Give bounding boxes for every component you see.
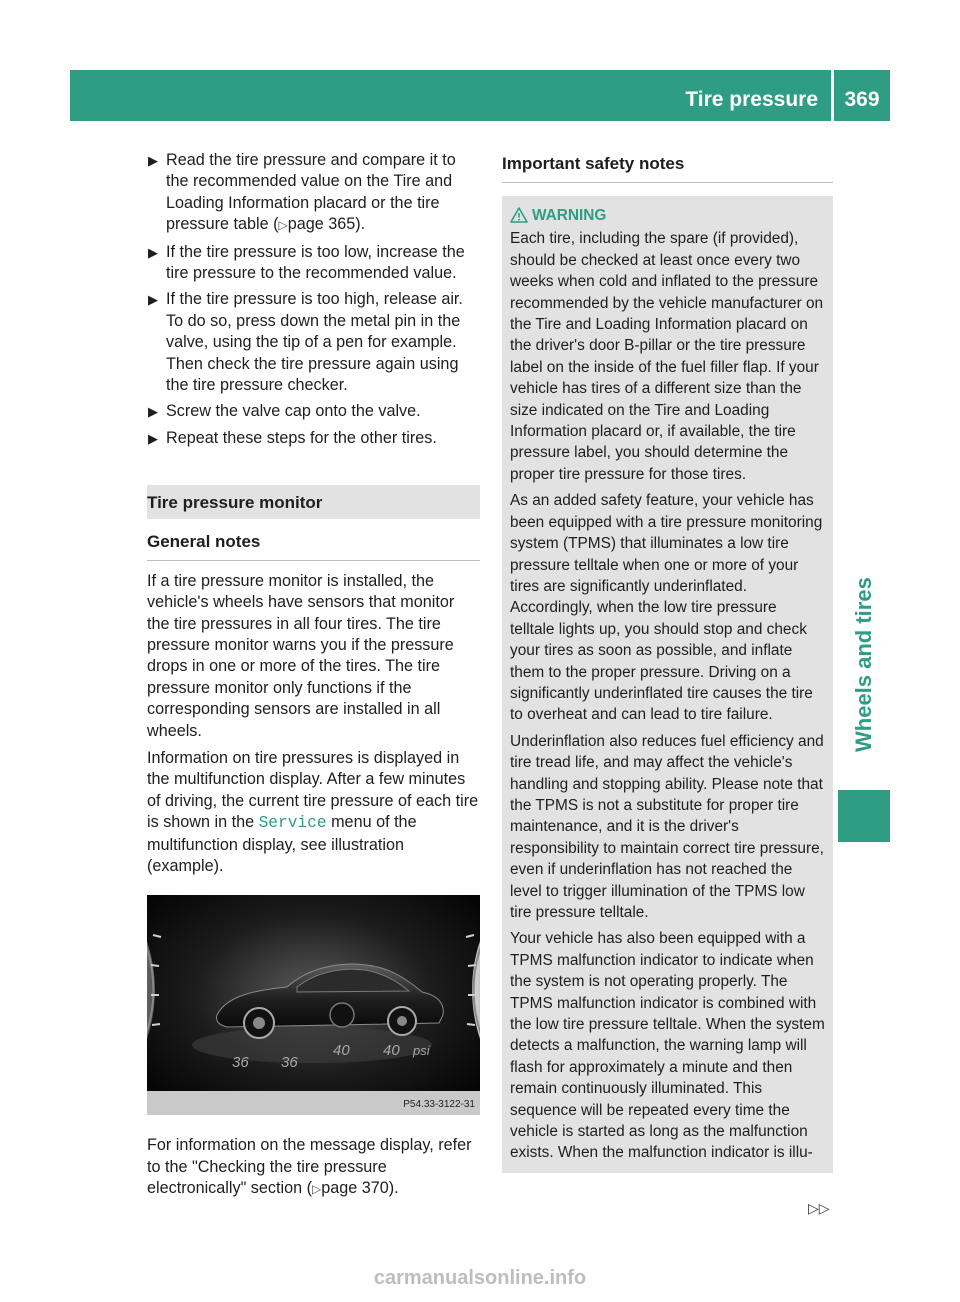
instrument-cluster-illustration xyxy=(147,895,480,1115)
header-bar xyxy=(70,70,890,121)
paragraph xyxy=(147,1135,480,1200)
warning-paragraph: Underinflation also reduces fuel efficiency and tire tread life, and may affect the vehicle's handling and stopping ability. Please note that the TPMS is not a substitute for proper tire maintenance, and it is the driver's responsibility to maintain correct tire pressure, even if underinflation has not reached the level to trigger illumination of the TPMS low tire pressure telltale. xyxy=(510,732,824,921)
warning-paragraph: Each tire, including the spare (if provided), should be checked at least once every two weeks when cold and inflated to the pressure recommended by the vehicle manufacturer on the Tire and Loading Information placard on the driver's door B-pillar or the tire pressure label on the inside of the fuel filler flap. If your vehicle has tires of a different size than the size indicated on the Tire and Loading Information placard or, if available, the tire pressure label, you should determine the proper tire pressure for those tires. xyxy=(510,230,824,483)
paragraph-text: menu of the multifunction display, see illustration (example). xyxy=(147,813,417,875)
service-menu-term: Service xyxy=(258,814,327,833)
chapter-tab-marker xyxy=(838,790,890,842)
right-column xyxy=(502,150,833,1173)
tire-pressure-front-left: 36 xyxy=(232,1054,249,1072)
page-ref-link[interactable]: page 365 xyxy=(287,215,356,234)
tire-pressure-rear-left: 36 xyxy=(281,1054,298,1072)
step-item xyxy=(147,428,480,449)
paragraph-text: Information on tire pressures is displayed in the multifunction display. After a few minutes of driving, the current tire pressure of each tire is shown in the xyxy=(147,748,479,832)
warning-box xyxy=(502,196,833,1172)
step-arrow-icon: ▶ xyxy=(148,244,158,260)
step-item xyxy=(147,150,480,237)
page-ref-link[interactable]: page 370 xyxy=(321,1179,389,1198)
page-title: Tire pressure xyxy=(685,88,818,111)
tire-pressure-rear-right: 40 xyxy=(383,1042,400,1060)
step-arrow-icon: ▶ xyxy=(148,153,158,168)
important-safety-heading: Important safety notes xyxy=(502,150,833,183)
section-title: Tire pressure monitor xyxy=(147,493,323,513)
warning-label: WARNING xyxy=(532,206,607,224)
step-item xyxy=(147,242,480,285)
warning-triangle-icon xyxy=(510,207,528,223)
paragraph-text: For information on the message display, refer to the "Checking the tire pressure electronically" section ( xyxy=(147,1136,472,1198)
step-text-end: ). xyxy=(355,215,366,234)
step-item xyxy=(147,401,480,422)
page-ref-arrow-icon: ▷ xyxy=(312,1182,322,1197)
tire-pressure-front-right: 40 xyxy=(333,1042,350,1060)
page-ref-arrow-icon: ▷ xyxy=(278,218,288,233)
subheading-general-notes: General notes xyxy=(147,531,480,560)
illustration-code: P54.33-3122-31 xyxy=(403,1099,475,1111)
step-item xyxy=(147,289,480,396)
continue-arrows-icon: ▷▷ xyxy=(808,1200,830,1216)
step-text: Screw the valve cap onto the valve. xyxy=(166,402,421,421)
left-column xyxy=(147,150,480,1201)
warning-paragraph: As an added safety feature, your vehicle has been equipped with a tire pressure monitoring system (TPMS) that illuminates a low tire pressure telltale when one or more of your tires are significantly underinflated. Accordingly, when the low tire pressure telltale lights up, you should stop and check your tires as soon as possible, and inflate them to the proper pressure. Driving on a significantly underinflated tire causes the tire to overheat and can lead to tire failure. xyxy=(510,492,823,724)
step-arrow-icon: ▶ xyxy=(148,404,158,420)
page-number: 369 xyxy=(844,88,880,111)
step-text: If the tire pressure is too low, increase the tire pressure to the recommended value. xyxy=(166,242,465,283)
tire-pressure-unit: psi xyxy=(413,1043,430,1059)
step-text: If the tire pressure is too high, release air. To do so, press down the metal pin in the valve, using the tip of a pen for example. Then check the tire pressure again using the tire pressure checker. xyxy=(166,290,463,395)
paragraph-text: ). xyxy=(388,1179,399,1198)
step-text: Repeat these steps for the other tires. xyxy=(166,428,437,447)
section-band xyxy=(147,485,480,519)
chapter-tab-label: Wheels and tires xyxy=(851,577,876,753)
step-arrow-icon: ▶ xyxy=(148,430,158,446)
watermark: carmanualsonline.info xyxy=(373,1267,587,1289)
step-text: Read the tire pressure and compare it to the recommended value on the Tire and Loading Information placard or the tire pressure table ( xyxy=(166,151,456,234)
paragraph: If a tire pressure monitor is installed, the vehicle's wheels have sensors that monitor the tire pressures in all four tires. The tire pressure monitor warns you if the pressure drops in one or more of the tires. The tire pressure monitor only functions if the corresponding sensors are installed in all wheels. xyxy=(147,571,455,740)
warning-header xyxy=(510,202,825,228)
warning-paragraph: Your vehicle has also been equipped with a TPMS malfunction indicator to indicate when the system is not operating properly. The TPMS malfunction indicator is combined with the low tire pressure telltale. When the system detects a malfunction, the warning lamp will flash for approximately a minute and then remain continuously illuminated. This sequence will be repeated every time the vehicle is started as long as the malfunction exists. When the malfunction indicator is illu- xyxy=(510,930,825,1162)
step-arrow-icon: ▶ xyxy=(148,292,158,308)
paragraph xyxy=(147,748,480,877)
